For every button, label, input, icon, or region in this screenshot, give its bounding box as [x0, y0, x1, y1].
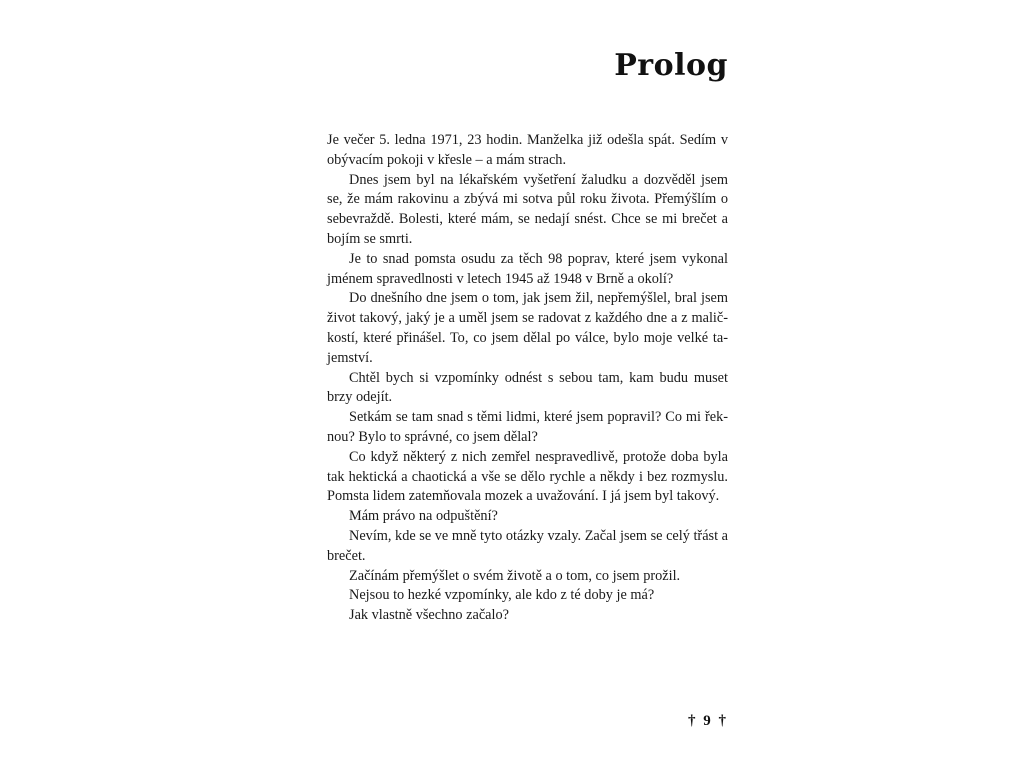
paragraph: Jak vlastně všechno začalo? [349, 607, 509, 624]
paragraph: Do dnešního dne jsem o tom, jak jsem žil, nepřemýšlel, bral jsem život takový, jaký je a uměl jsem se radovat z každého dne a z maličkostí, které přinášel. To, co jsem dělal po válce, bylo moje velké tajemství. [327, 290, 728, 366]
paragraph: Nejsou to hezké vzpomínky, ale kdo z té doby je má? [349, 587, 655, 604]
chapter-title: Prolog [614, 48, 728, 83]
page-number: 9 [703, 713, 713, 729]
page-footer [688, 711, 728, 731]
paragraph: Co když některý z nich zemřel nespravedlivě, protože doba byla tak hektická a chaotická a vše se dělo rychle a někdy i bez rozmyslu. Pomsta lidem zatemňovala mozek a uvažování. I já jsem byl takový. [327, 448, 728, 505]
paragraph: Je to snad pomsta osudu za těch 98 poprav, které jsem vykonal jménem spravedlnosti v letech 1945 až 1948 v Brně a okolí? [327, 250, 728, 287]
dagger-ornament-right: † [718, 713, 728, 729]
chapter-body [327, 131, 728, 626]
paragraph: Je večer 5. ledna 1971, 23 hodin. Manželka již odešla spát. Sedím v obývacím pokoji v křesle – a mám strach. [327, 132, 728, 168]
paragraph: Nevím, kde se ve mně tyto otázky vzaly. Začal jsem se celý třást a brečet. [327, 527, 728, 564]
dagger-ornament-left: † [688, 713, 698, 729]
paragraph: Mám právo na odpuštění? [349, 508, 498, 525]
paragraph: Setkám se tam snad s těmi lidmi, které jsem popravil? Co mi řeknou? Bylo to správné, co jsem dělal? [327, 409, 728, 445]
paragraph: Začínám přemýšlet o svém životě a o tom, co jsem prožil. [349, 567, 681, 584]
paragraph: Chtěl bych si vzpomínky odnést s sebou tam, kam budu muset brzy odejít. [327, 369, 728, 406]
paragraph: Dnes jsem byl na lékařském vyšetření žaludku a dozvěděl jsem se, že mám rakovinu a zbývá mi sotva půl roku života. Přemýšlím o sebevraždě. Bolesti, které mám, se nedají snést. Chce se mi brečet a bojím se smrti. [327, 171, 728, 247]
